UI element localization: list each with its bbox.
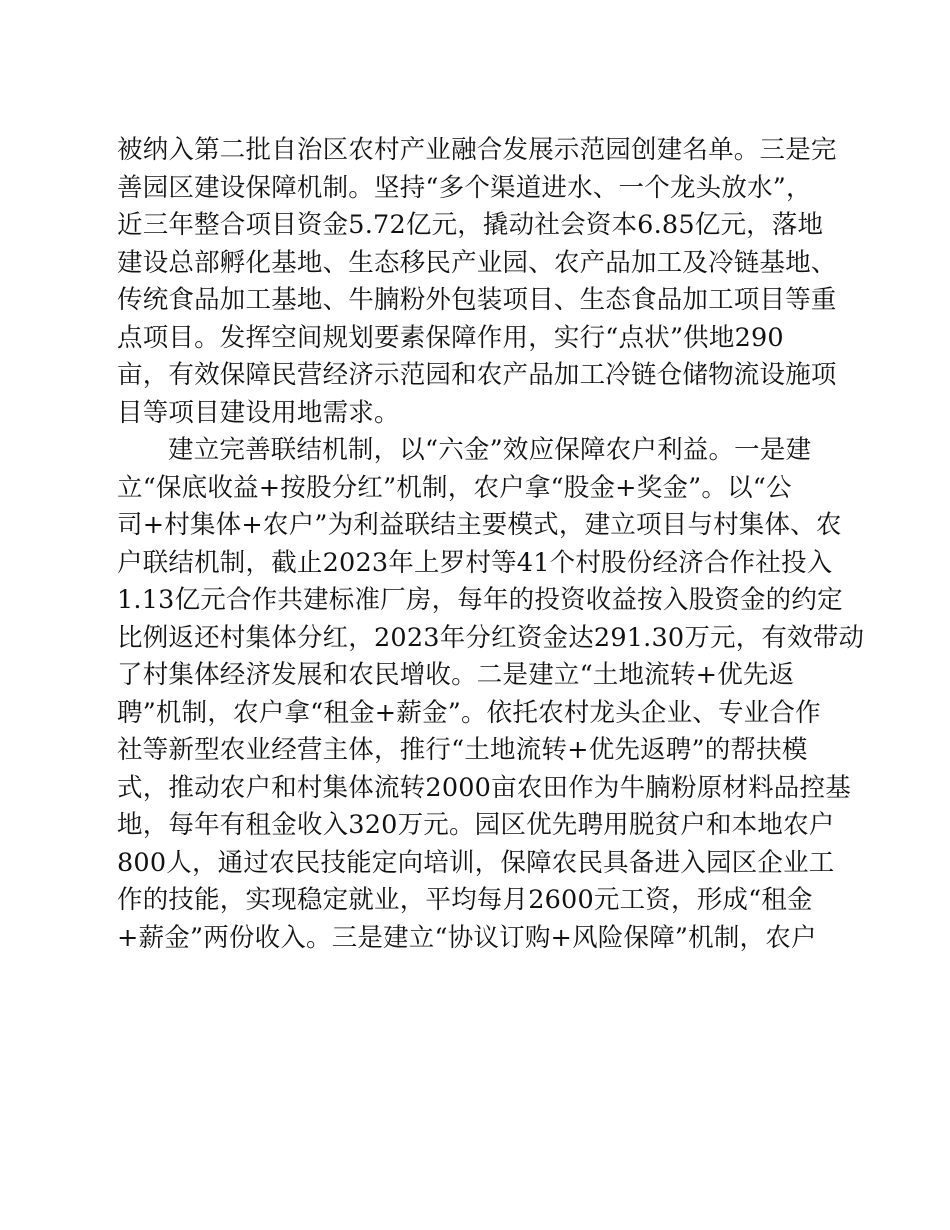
text-line: 了村集体经济发展和农民增收。二是建立“土地流转+优先返 (117, 660, 795, 690)
text-line: 作的技能，实现稳定就业，平均每月2600元工资，形成“租金 (117, 885, 813, 915)
text-line: 传统食品加工基地、牛腩粉外包装项目、生态食品加工项目等重 (117, 285, 837, 315)
text-line: 800人，通过农民技能定向培训，保障农民具备进入园区企业工 (117, 847, 835, 878)
document-body (117, 132, 865, 957)
text-line: 被纳入第二批自治区农村产业融合发展示范园创建名单。三是完 (117, 135, 837, 165)
text-line: 户联结机制，截止2023年上罗村等41个村股份经济合作社投入 (117, 547, 833, 578)
text-line: +薪金”两份收入。三是建立“协议订购+风险保障”机制，农户 (117, 922, 817, 953)
text-line: 近三年整合项目资金5.72亿元，撬动社会资本6.85亿元，落地 (117, 210, 824, 240)
text-line: 社等新型农业经营主体，推行“土地流转+优先返聘”的帮扶模 (117, 735, 808, 765)
text-line: 点项目。发挥空间规划要素保障作用，实行“点状”供地290 (117, 322, 784, 353)
text-line: 地，每年有租金收入320万元。园区优先聘用脱贫户和本地农户 (117, 810, 835, 840)
paragraph-start-line: 建立完善联结机制，以“六金”效应保障农户利益。一是建 (168, 435, 812, 465)
text-line: 善园区建设保障机制。坚持“多个渠道进水、一个龙头放水”， (117, 172, 812, 203)
text-line: 亩，有效保障民营经济示范园和农产品加工冷链仓储物流设施项 (117, 360, 837, 390)
text-line: 聘”机制，农户拿“租金+薪金”。依托农村龙头企业、专业合作 (117, 697, 821, 728)
text-line: 司+村集体+农户”为利益联结主要模式，建立项目与村集体、农 (117, 510, 842, 540)
text-line: 1.13亿元合作共建标准厂房，每年的投资收益按入股资金的约定 (117, 585, 843, 615)
text-line: 立“保底收益+按股分红”机制，农户拿“股金+奖金”。以“公 (117, 472, 792, 503)
text-line: 目等项目建设用地需求。 (117, 397, 400, 428)
text-line: 比例返还村集体分红，2023年分红资金达291.30万元，有效带动 (117, 622, 865, 653)
text-line: 建设总部孵化基地、生态移民产业园、农产品加工及冷链基地、 (117, 247, 837, 278)
text-line: 式，推动农户和村集体流转2000亩农田作为牛腩粉原材料品控基 (117, 772, 851, 803)
